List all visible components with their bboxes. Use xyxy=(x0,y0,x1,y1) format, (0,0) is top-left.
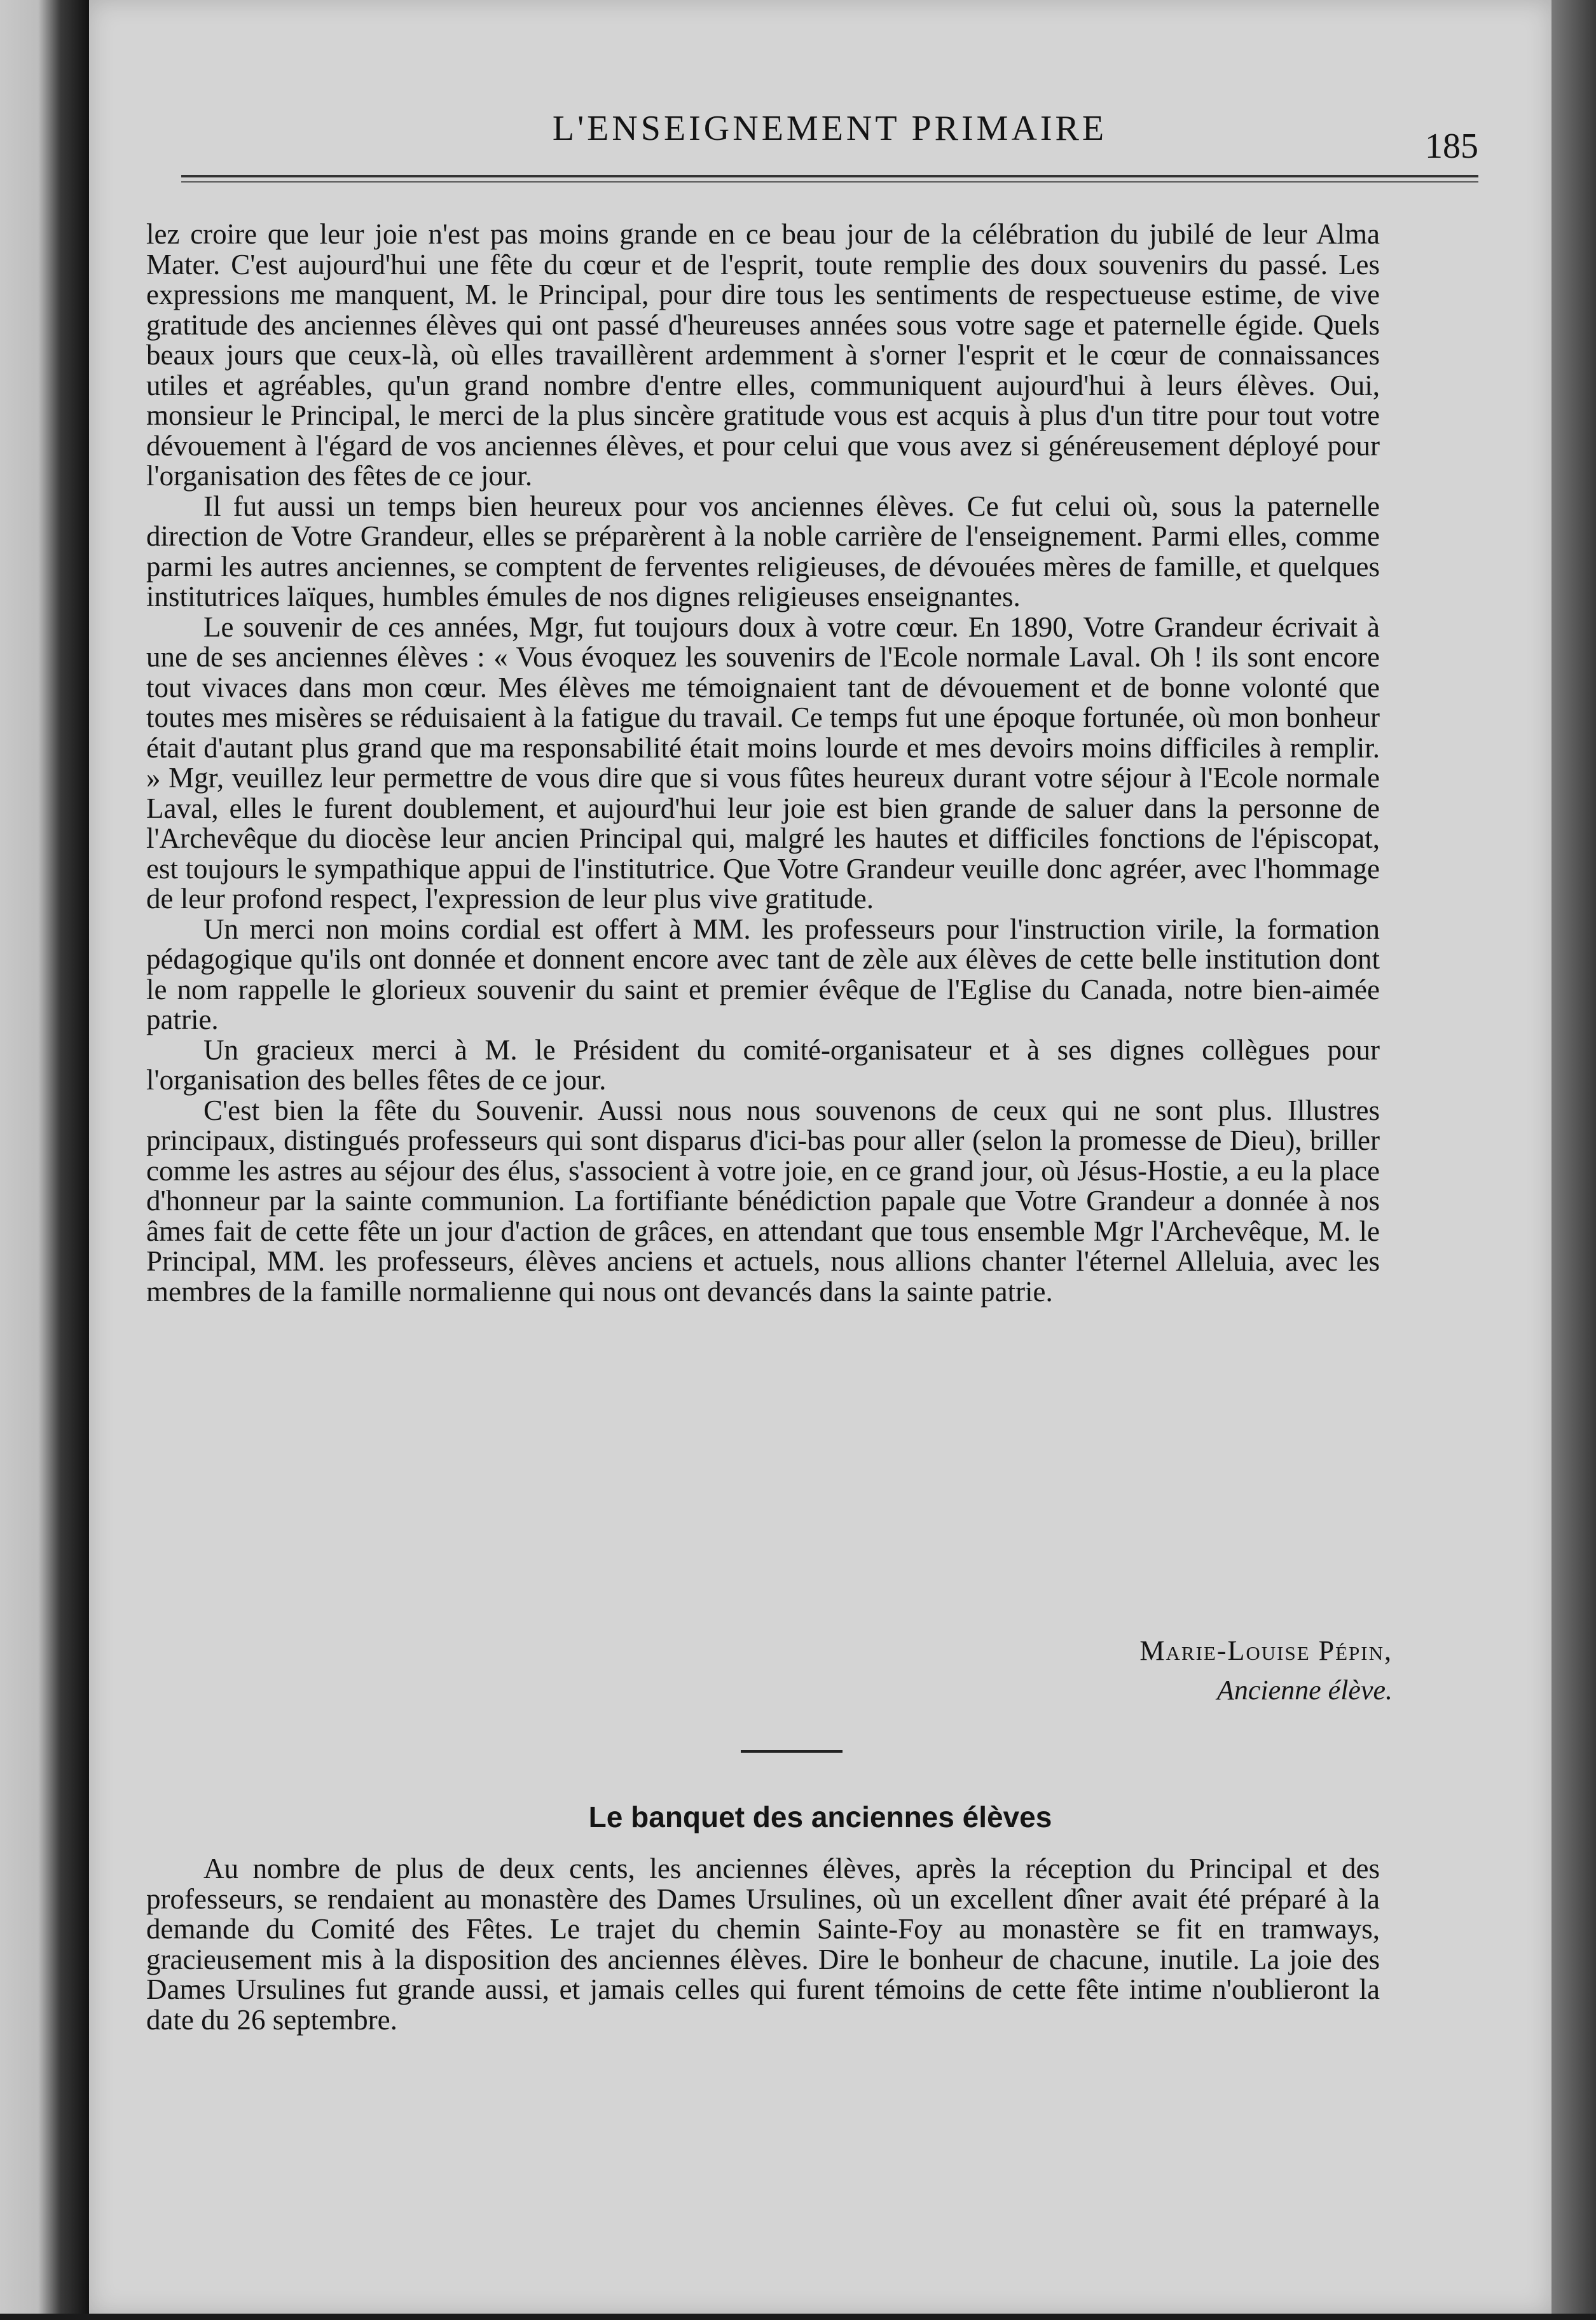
book-page xyxy=(89,0,1551,2315)
article-paragraph: C'est bien la fête du Souvenir. Aussi nous nous souvenons de ceux qui ne sont plus. Illustres principaux, distingués professeurs qui sont disparus d'ici-bas pour aller (selon la promesse de Dieu), briller comme les astres au séjour des élus, s'associent à votre joie, en ce grand jour, où Jésus-Hostie, a eu la place d'honneur par la sainte communion. La fortifiante bénédiction papale que Votre Grandeur a donnée à nos âmes fait de cette fête un jour d'action de grâces, en attendant que tous ensemble Mgr l'Archevêque, M. le Principal, MM. les professeurs, élèves anciens et actuels, nous allions chanter l'éternel Alleluia, avec les membres de la famille normalienne qui nous ont devancés dans la sainte patrie. xyxy=(146,1094,1380,1308)
article-paragraph: Un merci non moins cordial est offert à MM. les professeurs pour l'instruction virile, la formation pédagogique qu'ils ont donnée et donnent encore avec tant de zèle aux élèves de cette belle institution dont le nom rappelle le glorieux souvenir du saint et premier évêque de l'Eglise du Canada, notre bien-aimée patrie. xyxy=(146,913,1380,1035)
header-rule-secondary xyxy=(181,181,1478,183)
signature-name: Marie-Louise Pépin, xyxy=(1139,1635,1393,1666)
header-rule xyxy=(181,175,1478,177)
page-edge-right xyxy=(1551,0,1596,2320)
running-header xyxy=(181,108,1478,178)
signature-role: Ancienne élève. xyxy=(1216,1674,1393,1706)
article-paragraph: lez croire que leur joie n'est pas moins grande en ce beau jour de la célébration du jubilé de leur Alma Mater. C'est aujourd'hui une fête du cœur et de l'esprit, toute remplie des doux souvenirs du passé. Les expressions me manquent, M. le Principal, pour dire tous les sentiments de respectueuse estime, de vive gratitude des anciennes élèves qui ont passé d'heureuses années sous votre sage et paternelle égide. Quels beaux jours que ceux-là, où elles travaillèrent ardemment à s'orner l'esprit et le cœur de connaissances utiles et agréables, qu'un grand nombre d'entre elles, communiquent aujourd'hui à leurs élèves. Oui, monsieur le Principal, le merci de la plus sincère gratitude vous est acquis à plus d'un titre pour tout votre dévouement à l'égard de vos anciennes élèves, et pour celui que vous avez si généreusement déployé pour l'organisation des fêtes de ce jour. xyxy=(146,218,1380,492)
running-title: L'ENSEIGNEMENT PRIMAIRE xyxy=(552,109,1108,148)
bottom-strip xyxy=(0,2314,1596,2320)
section-body xyxy=(146,1854,1380,2035)
article-paragraph: Un gracieux merci à M. le Président du comité-organisateur et à ses dignes collègues pour l'organisation des belles fêtes de ce jour. xyxy=(146,1033,1380,1096)
section-paragraph: Au nombre de plus de deux cents, les anciennes élèves, après la réception du Principal et des professeurs, se rendaient au monastère des Dames Ursulines, où un excellent dîner avait été préparé à la demande du Comité des Fêtes. Le trajet du chemin Sainte-Foy au monastère se fit en tramways, gracieusement mis à la disposition des anciennes élèves. Dire le bonheur de chacune, inutile. La joie des Dames Ursulines fut grande aussi, et jamais celles qui furent témoins de cette fête intime n'oublieront la date du 26 septembre. xyxy=(146,1853,1380,2036)
section-divider xyxy=(741,1750,843,1753)
article-paragraph: Il fut aussi un temps bien heureux pour vos anciennes élèves. Ce fut celui où, sous la paternelle direction de Votre Grandeur, elles se préparèrent à la noble carrière de l'enseignement. Parmi elles, comme parmi les autres anciennes, se comptent de ferventes religieuses, de dévouées mères de famille, et quelques institutrices laïques, humbles émules de nos dignes religieuses enseignantes. xyxy=(146,490,1380,612)
section-heading: Le banquet des anciennes élèves xyxy=(588,1800,1052,1833)
article-body xyxy=(146,219,1380,1307)
book-binding-left xyxy=(0,0,89,2320)
article-paragraph: Le souvenir de ces années, Mgr, fut toujours doux à votre cœur. En 1890, Votre Grandeur écrivait à une de ses anciennes élèves : « Vous évoquez les souvenirs de l'Ecole normale Laval. Oh ! ils sont encore tout vivaces dans mon cœur. Mes élèves me témoignaient tant de dévouement et de bonne volonté que toutes mes misères se réduisaient à la fatigue du travail. Ce temps fut une époque fortunée, où mon bonheur était d'autant plus grand que ma responsabilité était moins lourde et mes devoirs moins difficiles à remplir. » Mgr, veuillez leur permettre de vous dire que si vous fûtes heureux durant votre séjour à l'Ecole normale Laval, elles le furent doublement, et aujourd'hui leur joie est bien grande de saluer dans la personne de l'Archevêque du diocèse leur ancien Principal qui, malgré les hautes et difficiles fonctions de l'épiscopat, est toujours le sympathique appui de l'institutrice. Que Votre Grandeur veuille donc agréer, avec l'hommage de leur profond respect, l'expression de leur plus vive gratitude. xyxy=(146,611,1380,915)
signature-block xyxy=(1139,1631,1393,1710)
page-number: 185 xyxy=(1425,127,1478,166)
